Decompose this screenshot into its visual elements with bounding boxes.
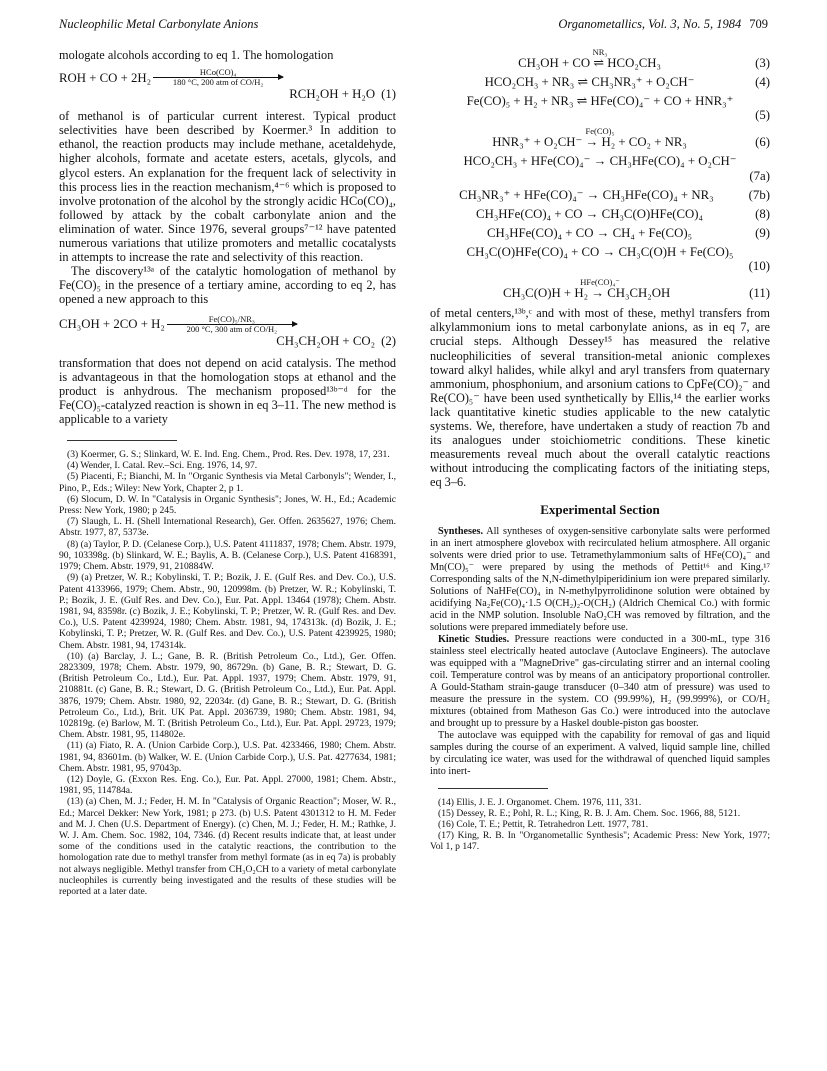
- eq2-arrow: [167, 315, 297, 334]
- footnote: (13) (a) Chen, M. J.; Feder, H. M. In "Catalysis of Organic Reaction"; Moser, W. R., Ed.; Marcel Dekker: New York, 1981; p 273. (b) U.S. Patent 4301312 to H. M. Feder and M. J. Chen (U.S. Department of Energy). (c) Chen, M. J.; Feder, H. M.; Rathke, J. W. J. Am. Chem. Soc. 1982, 104, 7346. (d) Recent results indicate that, at least under some of the conditions used in the catalytic reactions, the contribution to the homologation rate due to methyl transfer from methyl formate (as in eq 7a) is probably not always negligible. Methyl transfer from CH₃O₂CH to a variety of metal carbonylate nucleophiles is currently being investigated and the results of these studies will be reported at a later date.: [59, 796, 396, 897]
- footnote: (4) Wender, I. Catal. Rev.–Sci. Eng. 1976, 14, 97.: [67, 460, 258, 472]
- mechanism-equations: [430, 48, 770, 300]
- footnote: (6) Slocum, D. W. In "Catalysis in Organic Synthesis"; Jones, W. H., Ed.; Academic Press: New York, 1980; p 245.: [59, 493, 396, 517]
- eq1-lhs: ROH + CO + 2H₂: [59, 70, 152, 85]
- footnote: (9) (a) Pretzer, W. R.; Kobylinski, T. P.; Bozik, J. E. (Gulf Res. and Dev. Co.), U.S. Patent 4133966, 1979; Chem. Abstr., 90, 120998m. (b) Pretzer, W. R.; Kobylinski, T. P.; Bozik, J. E. (Gulf Res. and Dev. Co.), Eur. Pat. Appl. 13464 (1978); Chem. Abstr. 1981, 94, 83598r. (c) Bozik, J. E.; Kobylinski, T. P.; Pretzer, W. R. (Gulf Res. and Dev. Co.), U.S. Patent 4239924, 1980; Chem. Abstr. 1981, 94, 174313k. (d) Bozik, J. E.; Kobylinski, T. P.; Pretzer, W. R. (Gulf Res. and Dev. Co.), U.S. Patent 4239925, 1980; Chem. Abstr. 1981, 94, 174314k.: [59, 572, 396, 651]
- paragraph-3: transformation that does not depend on acid catalysis. The method is advantageous in that the homologation stops at ethanol and the product is anhydrous. The mechanism proposed¹³ᵇ⁻ᵈ for the Fe(CO)₅-catalyzed reaction is shown in eq 3–11. The new method is applicable to a variety: [59, 355, 396, 426]
- equation-text: HCO₂CH₃ + HFe(CO)₄⁻ → CH₃HFe(CO)₄ + O₂CH⁻: [463, 154, 737, 169]
- paragraph-sampling: The autoclave was equipped with the capability for removal of gas and liquid samples during the course of an experiment. A valved, liquid sample line, chilled by circulating ice water, was used for the withdrawal of quenched liquid samples into inert-: [430, 729, 770, 777]
- header-article-title: Nucleophilic Metal Carbonylate Anions: [59, 17, 259, 31]
- paragraph-syntheses: [430, 526, 770, 634]
- footnote: (8) (a) Taylor, P. D. (Celanese Corp.), U.S. Patent 4111837, 1978; Chem. Abstr. 1979, 90, 103398g. (b) Slinkard, W. E.; Baylis, A. B. (Celanese Corp.), U.S. Patent 4168391, 1979; Chem. Abstr. 1979, 91, 210884W.: [59, 538, 396, 573]
- equation-text: Fe(CO)₅ + H₂ + NR₃ ⇌ HFe(CO)₄⁻ + CO + HNR₃⁺: [466, 94, 734, 109]
- equation-row: [430, 245, 770, 273]
- footnote: (10) (a) Barclay, J. L.; Gane, B. R. (British Petroleum Co., Ltd.), Ger. Offen. 2823309, 1978; Chem. Abstr. 1979, 90, 86729n. (b) Gane, B. R.; Stewart, D. G. (British Petroleum Co., Ltd.), Eur. Pat. Appl. 1937, 1979; Chem. Abstr. 1979, 91, 210881t. (c) Gane, B. R.; Stewart, D. G. (British Petroleum Co., Ltd.), Eur. Pat. Appl. 3876, 1979; Chem. Abstr. 1980, 92, 22034r. (d) Gane, B. R.; Stewart, D. G. (British Petroleum Co., Ltd.), Brit. UK Pat. Appl. 2036739, 1980; Chem. Abstr. 1981, 94, 102819g. (e) Barlow, M. T. (British Petroleum Co., Ltd.), Eur. Pat. Appl. 29723, 1979; Chem. Abstr. 1981, 95, 114802e.: [59, 650, 396, 741]
- equation-number: (8): [755, 206, 770, 221]
- page-number: 709: [749, 17, 768, 31]
- paragraph-1: of methanol is of particular current interest. Typical product selectivities have been described by Koermer.³ In addition to ethanol, the reaction products may include methane, acetaldehyde, higher alcohols, formate and acetate esters, acetals, glycols, and glycol esters. An explanation for the frequent lack of selectivity in this process lies in the reaction mechanism,⁴⁻⁶ which is proposed to involve protonation of the alcohol by the strongly acidic HCo(CO)₄, followed by attack by the cobalt carbonylate anion and the elimination of water. Since 1976, several groups⁷⁻¹² have patented numerous variations that utilize promoters and metallic cocatalysts in attempts to increase the rate and selectivity of this reaction.: [59, 109, 396, 265]
- equation-number: (3): [755, 56, 770, 70]
- footnotes-left: [59, 449, 396, 897]
- paragraph-metal-centers: of metal centers,¹³ᵇ,ᶜ and with most of these, methyl transfers from alkylammonium ions to metal carbonylate anions, as in eq 7, are crucial steps. Although Dessey¹⁵ has measured the relative nucleophilicities of several transition-metal anionic complexes toward alkyl halides, while alkyl and aryl transfers from quaternary ammonium, phosphonium, and arsonium cations to CpFe(CO)₂⁻ and Re(CO)₅⁻ have been used synthetically by Ellis,¹⁴ the earlier works lack quantitative kinetic studies applicable to the new catalytic systems. We, therefore, have undertaken a study of reaction 7b and its analogues under stoichiometric conditions. These kinetic measurements reveal much about the overall catalytic reactions without introducing the complicating factors of the initiating steps, eq 3–6.: [430, 306, 770, 490]
- running-header: [59, 17, 768, 35]
- equation-number: (7a): [749, 168, 770, 183]
- equation-row: [430, 154, 770, 182]
- equation-1: [59, 68, 396, 101]
- eq1-number: (1): [381, 87, 396, 102]
- equation-text: CH₃OH + CO ⇌ HCO₂CH₃: [518, 56, 662, 70]
- equation-catalyst: HFe(CO)₄⁻: [580, 277, 620, 288]
- paragraph-kinetic: [430, 634, 770, 730]
- syntheses-text: All syntheses of oxygen-sensitive carbonylate salts were performed in an inert atmosphere glovebox with recirculated helium atmosphere. All organic solvents were dried prior to use. Tetramethylammonium salts of HFe(CO)₄⁻ and Mn(CO)₅⁻ were prepared by using the methods of Pettit¹⁶ and King.¹⁷ Corresponding salts of the N,N-dimethylpiperidinium ion were prepared similarly. Solutions of NaHFe(CO)₄ in N-methylpyrrolidinone solution were obtained by acidifying Na₂Fe(CO)₄·1.5 O(CH₂)₂-O(CH₂) (Aldrich Chemical Co.) with formic acid in the NMP solution. Insoluble NaO₂CH was removed by filtration, and the solutions were prepared immediately before use.: [430, 525, 770, 633]
- equation-text: CH₃HFe(CO)₄ + CO → CH₃C(O)HFe(CO)₄: [476, 206, 704, 221]
- eq1-arrow: [153, 68, 283, 87]
- equation-number: (5): [755, 108, 770, 123]
- eq2-number: (2): [381, 333, 396, 348]
- equation-row: [430, 226, 770, 240]
- equation-row: [430, 48, 770, 70]
- equation-row: [430, 207, 770, 221]
- equation-catalyst: NR₃: [592, 47, 608, 57]
- equation-row: [430, 188, 770, 202]
- equation-text: CH₃NR₃⁺ + HFe(CO)₄⁻ → CH₃HFe(CO)₄ + NR₃: [459, 187, 714, 202]
- footnotes-right: [430, 797, 770, 853]
- paragraph-2: The discovery¹³ᵃ of the catalytic homologation of methanol by Fe(CO)₅ in the presence of a tertiary amine, according to eq 2, has opened a new approach to this: [59, 264, 396, 307]
- equation-text: HNR₃⁺ + O₂CH⁻ → H₂ + CO₂ + NR₃: [492, 135, 687, 150]
- section-heading: Experimental Section: [540, 502, 660, 518]
- footnote-rule-right: [438, 788, 548, 789]
- footnote: (16) Cole, T. E.; Pettit, R. Tetrahedron Lett. 1977, 781.: [438, 818, 649, 830]
- kinetic-heading: Kinetic Studies.: [438, 633, 510, 645]
- syntheses-heading: Syntheses.: [438, 525, 484, 537]
- equation-number: (4): [755, 75, 770, 90]
- kinetic-text: Pressure reactions were conducted in a 300-mL, type 316 stainless steel electrically heated autoclave (Autoclave Engineers). The autoclave was equipped with a "MagneDrive" gas-circulating stirrer and an internal cooling coil. Temperature control was by means of an anticipatory proportional controller. A Gould-Statham strain-gauge transducer (0–340 atm of pressure) was used to measure the pressure in the system. CO (99.99%), H₂ (99.999%), or CO/H₂ mixtures (obtained from Matheson Gas Co.) were introduced into the autoclave and brought up to pressure by a Haskel double-piston gas booster.: [430, 633, 770, 729]
- equation-row: [430, 278, 770, 300]
- footnote-rule: [67, 440, 177, 441]
- footnote: (12) Doyle, G. (Exxon Res. Eng. Co.), Eur. Pat. Appl. 27000, 1981; Chem. Abstr., 1981, 95, 114784a.: [59, 773, 396, 797]
- equation-number: (6): [755, 135, 770, 150]
- eq1-rhs: RCH₂OH + H₂O: [289, 87, 376, 102]
- footnote: (7) Slaugh, L. H. (Shell International Research), Ger. Offen. 2635627, 1976; Chem. Abstr. 1977, 87, 5373e.: [59, 516, 396, 539]
- equation-text: CH₃C(O)H + H₂ → CH₃CH₂OH: [502, 286, 671, 301]
- equation-text: CH₃C(O)HFe(CO)₄ + CO → CH₃C(O)H + Fe(CO)₅: [466, 244, 734, 259]
- equation-number: (9): [755, 225, 770, 240]
- equation-catalyst: Fe(CO)₅: [585, 126, 615, 137]
- footnote: (11) (a) Fiato, R. A. (Union Carbide Corp.), U.S. Pat. 4233466, 1980; Chem. Abstr. 1981, 94, 83601m. (b) Walker, W. E. (Union Carbide Corp.), U.S. Pat. 4277634, 1981; Chem. Abstr. 1981, 95, 97043p.: [59, 740, 396, 774]
- footnote: (5) Piacenti, F.; Bianchi, M. In "Organic Synthesis via Metal Carbonyls"; Wender, I., Pino, P., Eds.; Wiley: New York, Chapter 2, p 1.: [59, 471, 396, 494]
- equation-row: [430, 75, 770, 89]
- left-column: [59, 48, 396, 897]
- equation-number: (10): [748, 259, 770, 274]
- equation-text: CH₃HFe(CO)₄ + CO → CH₄ + Fe(CO)₅: [487, 225, 693, 240]
- footnote: (14) Ellis, J. E. J. Organomet. Chem. 1976, 111, 331.: [438, 796, 642, 808]
- footnote: (3) Koermer, G. S.; Slinkard, W. E. Ind. Eng. Chem., Prod. Res. Dev. 1978, 17, 231.: [67, 449, 390, 461]
- eq1-conditions: 180 °C, 200 atm of CO/H₂: [172, 77, 264, 88]
- equation-number: (7b): [748, 187, 770, 202]
- eq1-catalyst: HCo(CO)₄: [199, 67, 237, 78]
- eq2-rhs: CH₃CH₂OH + CO₂: [276, 333, 376, 348]
- eq2-lhs: CH₃OH + 2CO + H₂: [59, 316, 165, 331]
- footnote: (15) Dessey, R. E.; Pohl, R. L.; King, R. B. J. Am. Chem. Soc. 1966, 88, 5121.: [438, 807, 741, 819]
- paragraph-intro: mologate alcohols according to eq 1. The homologation: [59, 48, 334, 62]
- eq2-conditions: 200 °C, 300 atm of CO/H₂: [186, 323, 278, 334]
- equation-number: (11): [749, 286, 770, 301]
- header-journal-info: [558, 17, 768, 32]
- equation-row: [430, 127, 770, 149]
- footnote: (17) King, R. B. In "Organometallic Synthesis"; Academic Press: New York, 1977; Vol 1, p 147.: [430, 830, 770, 853]
- equation-text: HCO₂CH₃ + NR₃ ⇌ CH₃NR₃⁺ + O₂CH⁻: [484, 75, 695, 90]
- equation-row: [430, 94, 770, 122]
- header-journal-citation: Organometallics, Vol. 3, No. 5, 1984: [558, 17, 742, 31]
- equation-2: [59, 315, 396, 348]
- eq2-catalyst: Fe(CO)₅/NR₃: [208, 313, 255, 324]
- right-column: [430, 48, 770, 853]
